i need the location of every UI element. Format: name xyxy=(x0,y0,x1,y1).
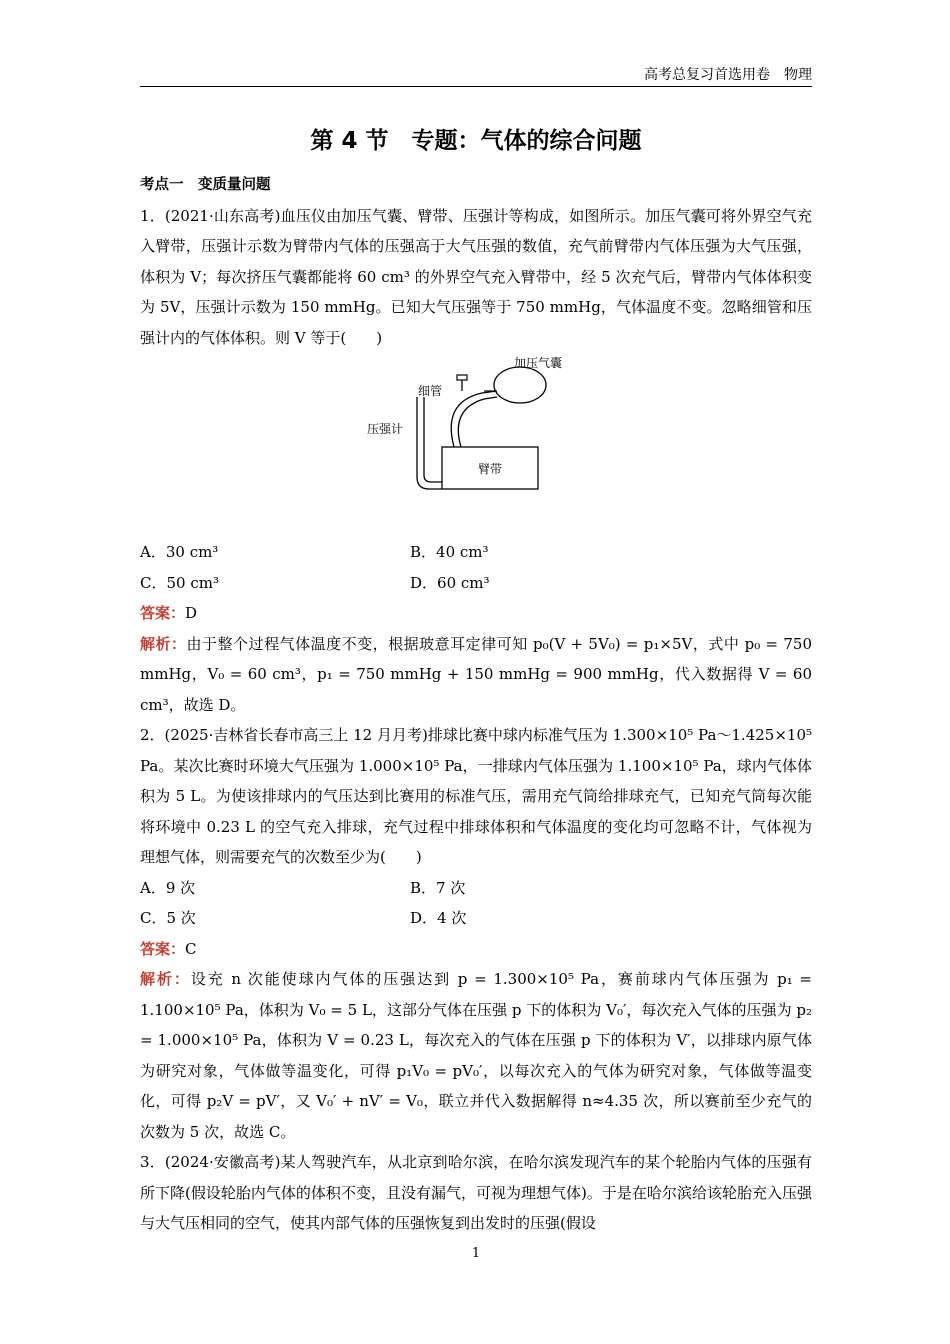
question-1-options-row-2 xyxy=(140,568,812,599)
q1-analysis xyxy=(140,629,812,721)
label-thin-tube: 细管 xyxy=(418,384,443,398)
question-2-stem: 2．(2025·吉林省长春市高三上 12 月月考)排球比赛中球内标准气压为 1.300×10⁵ Pa～1.425×10⁵ Pa。某次比赛时环境大气压强为 1.000×10⁵ Pa，一排球内气体压强为 1.100×10⁵ Pa，球内气体体积为 5 L。为使该排球内的气压达到比赛用的标准气压，需用充气筒给排球充气，已知充气筒每次能将环境中 0.23 L 的空气充入排球，充气过程中排球体积和气体温度的变化均可忽略不计，气体视为理想气体，则需要充气的次数至少为( ) xyxy=(140,726,812,866)
gauge-outer-line xyxy=(417,397,442,489)
q1-analysis-text: 由于整个过程气体温度不变，根据玻意耳定律可知 p₀(V + 5V₀) = p₁×5V，式中 p₀ = 750 mmHg，V₀ = 60 cm³，p₁ = 750 mmHg + 150 mmHg = 900 mmHg，代入数据得 V = 60 cm³，故选 D。 xyxy=(140,634,812,714)
q2-analysis xyxy=(140,964,812,1147)
thin-tube-outer xyxy=(451,391,497,447)
q2-answer-label: 答案： xyxy=(140,939,186,958)
q2-analysis-text: 设充 n 次能使球内气体的压强达到 p = 1.300×10⁵ Pa，赛前球内气体压强为 p₁ = 1.100×10⁵ Pa，体积为 V₀ = 5 L，这部分气体在压强 p 下的体积为 V₀′，每次充入气体的压强为 p₂ = 1.000×10⁵ Pa，体积为 V = 0.23 L，每次充入的气体在压强 p 下的体积为 V′，以排球内原气体为研究对象，气体做等温变化，可得 p₁V₀ = pV₀′，以每次充入的气体为研究对象，气体做等温变化，可得 p₂V = pV′，又 V₀′ + nV′ = V₀，联立并代入数据解得 n≈4.35 次，所以赛前至少充气的次数为 5 次，故选 C。 xyxy=(140,970,812,1141)
q2-answer-value: C xyxy=(185,939,197,958)
question-3 xyxy=(140,1147,812,1239)
running-header: 高考总复习首选用卷 物理 xyxy=(644,67,812,83)
label-gauge: 压强计 xyxy=(367,422,404,436)
bulb-ellipse xyxy=(494,367,546,403)
q1-option-d[interactable]: D．60 cm³ xyxy=(410,573,490,592)
q2-analysis-label: 解析： xyxy=(140,970,191,988)
q2-option-a[interactable]: A．9 次 xyxy=(140,878,196,897)
blood-pressure-diagram xyxy=(367,356,572,537)
question-1 xyxy=(140,201,812,721)
label-armband: 臂带 xyxy=(478,462,503,476)
header-rule xyxy=(140,86,812,87)
exam-point-heading: 考点一 变质量问题 xyxy=(140,177,271,193)
q1-answer-label: 答案： xyxy=(140,604,186,622)
content xyxy=(140,170,812,1239)
question-2-options-row-1 xyxy=(140,873,812,904)
blood-pressure-figure xyxy=(140,353,812,537)
q1-option-c[interactable]: C．50 cm³ xyxy=(140,573,219,592)
gauge-inner-line xyxy=(424,397,442,482)
q2-answer xyxy=(140,934,812,965)
q1-answer-value: D xyxy=(185,604,198,622)
q1-option-b[interactable]: B．40 cm³ xyxy=(410,543,489,561)
valve-cap xyxy=(457,375,467,380)
question-2 xyxy=(140,720,812,1147)
label-bulb: 加压气囊 xyxy=(514,356,563,370)
q1-analysis-label: 解析： xyxy=(140,634,187,653)
q2-option-b[interactable]: B．7 次 xyxy=(410,878,466,897)
q1-answer xyxy=(140,598,812,629)
q1-option-a[interactable]: A．30 cm³ xyxy=(140,543,219,561)
question-1-stem: 1．(2021·山东高考)血压仪由加压气囊、臂带、压强计等构成，如图所示。加压气囊可将外界空气充入臂带，压强计示数为臂带内气体的压强高于大气压强的数值，充气前臂带内气体压强为大气压强，体积为 V；每次挤压气囊都能将 60 cm³ 的外界空气充入臂带中，经 5 次充气后，臂带内气体体积变为 5V，压强计示数为 150 mmHg。已知大气压强等于 750 mmHg，气体温度不变。忽略细管和压强计内的气体体积。则 V 等于( ) xyxy=(140,206,812,347)
question-3-stem: 3．(2024·安徽高考)某人驾驶汽车，从北京到哈尔滨，在哈尔滨发现汽车的某个轮胎内气体的压强有所下降(假设轮胎内气体的体积不变，且没有漏气，可视为理想气体)。于是在哈尔滨给该轮胎充入压强与大气压相同的空气，使其内部气体的压强恢复到出发时的压强(假设 xyxy=(140,1153,812,1232)
question-2-options-row-2 xyxy=(140,903,812,934)
thin-tube-inner xyxy=(458,397,497,447)
section-title: 第 4 节 专题：气体的综合问题 xyxy=(310,128,642,154)
page-number: 1 xyxy=(471,1246,481,1261)
q2-option-d[interactable]: D．4 次 xyxy=(410,909,467,927)
q2-option-c[interactable]: C．5 次 xyxy=(140,909,196,927)
question-1-options-row-1 xyxy=(140,537,812,568)
